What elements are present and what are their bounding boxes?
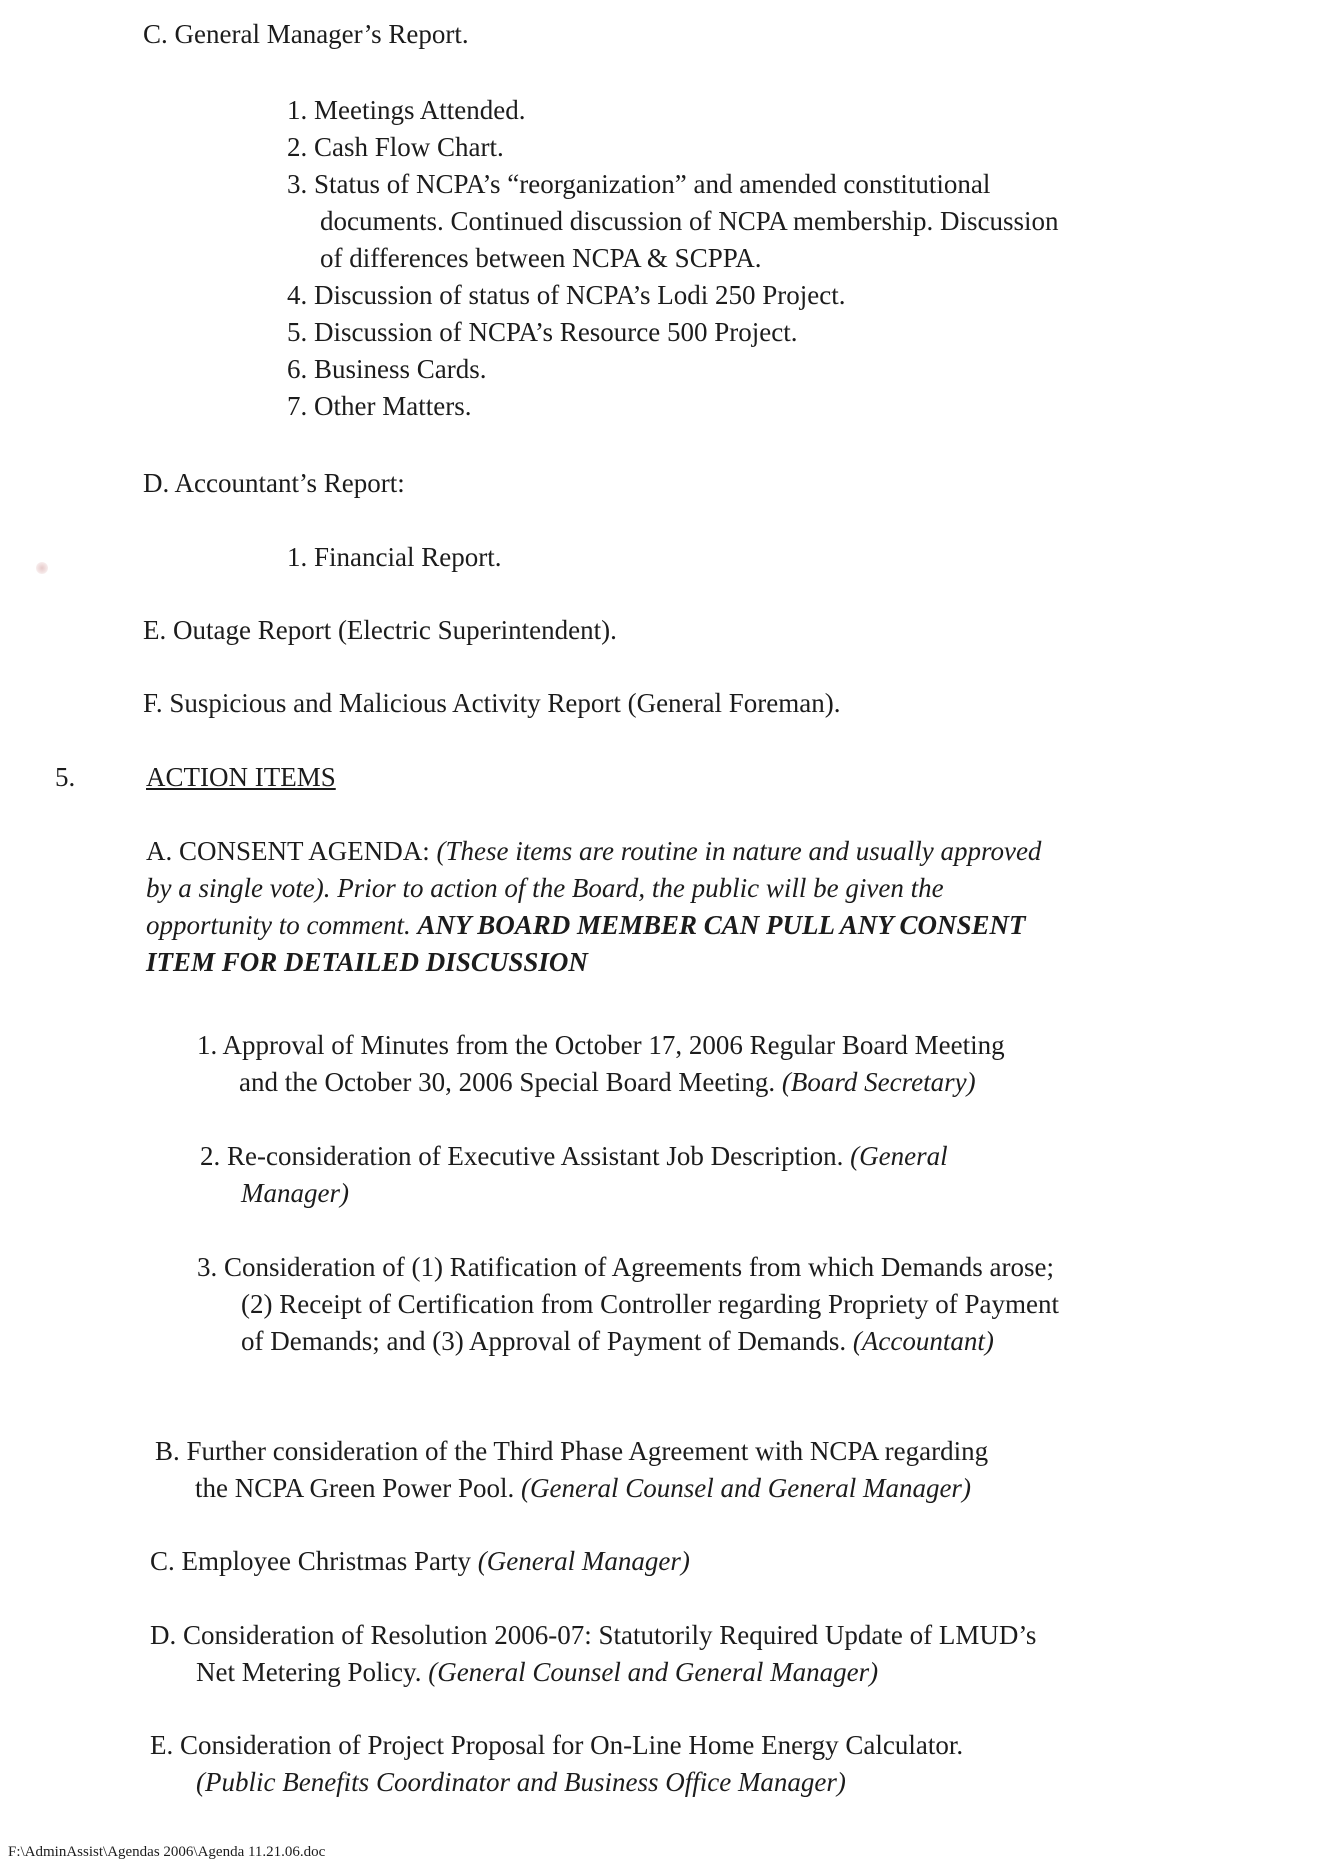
consent-agenda-warning-2: ITEM FOR DETAILED DISCUSSION bbox=[146, 947, 588, 977]
file-path-footer: F:\AdminAssist\Agendas 2006\Agenda 11.21.06.doc bbox=[8, 1844, 326, 1860]
consent-item-2-presenter-2: Manager) bbox=[241, 1178, 349, 1208]
gm-item-3-line-3: of differences between NCPA & SCPPA. bbox=[320, 243, 762, 273]
gm-item-6: 6. Business Cards. bbox=[287, 354, 487, 384]
action-item-c-text: C. Employee Christmas Party bbox=[150, 1546, 478, 1576]
consent-item-3-text: of Demands; and (3) Approval of Payment of Demands. bbox=[241, 1326, 853, 1356]
action-item-c bbox=[150, 1545, 690, 1577]
action-item-d-line-2 bbox=[196, 1656, 878, 1688]
action-items-number: 5. bbox=[55, 762, 76, 792]
gm-item-3-line-1: 3. Status of NCPA’s “reorganization” and amended constitutional bbox=[287, 169, 991, 199]
action-item-b-line-2 bbox=[195, 1472, 971, 1504]
outage-report: E. Outage Report (Electric Superintendent). bbox=[143, 615, 617, 645]
consent-item-3-line-3 bbox=[241, 1325, 994, 1357]
consent-agenda-warning-1: ANY BOARD MEMBER CAN PULL ANY CONSENT bbox=[417, 910, 1026, 940]
action-item-b-text: the NCPA Green Power Pool. bbox=[195, 1473, 522, 1503]
consent-agenda-note-1: (These items are routine in nature and usually approved bbox=[436, 836, 1042, 866]
action-item-d-text: Net Metering Policy. bbox=[196, 1657, 429, 1687]
consent-item-1-presenter: (Board Secretary) bbox=[781, 1067, 976, 1097]
action-item-b-line-1: B. Further consideration of the Third Phase Agreement with NCPA regarding bbox=[155, 1436, 989, 1466]
consent-agenda-lead: A. CONSENT AGENDA: bbox=[146, 836, 437, 866]
action-item-b-presenter: (General Counsel and General Manager) bbox=[521, 1473, 971, 1503]
scan-speck bbox=[36, 562, 48, 574]
action-item-e-line-1: E. Consideration of Project Proposal for On-Line Home Energy Calculator. bbox=[150, 1730, 964, 1760]
consent-item-2-text: 2. Re-consideration of Executive Assistant Job Description. bbox=[200, 1141, 851, 1171]
action-item-e-presenter: (Public Benefits Coordinator and Business Office Manager) bbox=[196, 1767, 846, 1797]
action-item-d-presenter: (General Counsel and General Manager) bbox=[428, 1657, 879, 1687]
gm-item-3-line-2: documents. Continued discussion of NCPA membership. Discussion bbox=[320, 206, 1059, 236]
gm-item-1: 1. Meetings Attended. bbox=[287, 95, 526, 125]
consent-item-2-line-1 bbox=[200, 1140, 948, 1172]
action-item-d-line-1: D. Consideration of Resolution 2006-07: Statutorily Required Update of LMUD’s bbox=[150, 1620, 1037, 1650]
accountant-item-1: 1. Financial Report. bbox=[287, 542, 502, 572]
consent-item-3-presenter: (Accountant) bbox=[852, 1326, 994, 1356]
gm-item-2: 2. Cash Flow Chart. bbox=[287, 132, 504, 162]
accountant-report-heading: D. Accountant’s Report: bbox=[143, 468, 405, 498]
consent-agenda-line-3 bbox=[146, 909, 1026, 941]
consent-agenda-note-3: opportunity to comment. bbox=[146, 910, 418, 940]
action-items-title: ACTION ITEMS bbox=[146, 762, 336, 792]
action-item-c-presenter: (General Manager) bbox=[477, 1546, 690, 1576]
consent-item-1-text: and the October 30, 2006 Special Board Meeting. bbox=[239, 1067, 782, 1097]
gm-item-7: 7. Other Matters. bbox=[287, 391, 472, 421]
consent-item-3-line-2: (2) Receipt of Certification from Controller regarding Propriety of Payment bbox=[241, 1289, 1060, 1319]
suspicious-activity-report: F. Suspicious and Malicious Activity Report (General Foreman). bbox=[143, 688, 841, 718]
gm-report-heading: C. General Manager’s Report. bbox=[143, 19, 469, 49]
gm-item-4: 4. Discussion of status of NCPA’s Lodi 250 Project. bbox=[287, 280, 846, 310]
consent-agenda-note-2: by a single vote). Prior to action of the Board, the public will be given the bbox=[146, 873, 944, 903]
gm-item-5: 5. Discussion of NCPA’s Resource 500 Project. bbox=[287, 317, 798, 347]
consent-item-2-presenter-1: (General bbox=[850, 1141, 948, 1171]
consent-item-3-line-1: 3. Consideration of (1) Ratification of Agreements from which Demands arose; bbox=[197, 1252, 1055, 1282]
consent-item-1-line-1: 1. Approval of Minutes from the October 17, 2006 Regular Board Meeting bbox=[197, 1030, 1005, 1060]
consent-item-1-line-2 bbox=[239, 1066, 976, 1098]
consent-agenda-line-1 bbox=[146, 835, 1041, 867]
